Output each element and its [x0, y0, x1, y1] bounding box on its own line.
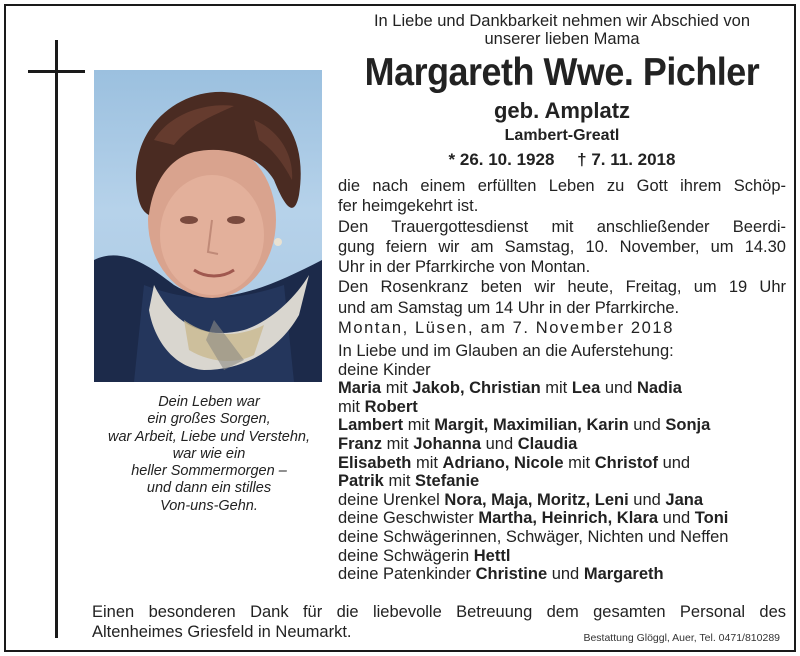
- intro-line: In Liebe und Dankbarkeit nehmen wir Abschied von: [373, 12, 751, 30]
- place-date-line: Montan, Lüsen, am 7. November 2018: [338, 319, 674, 338]
- family-list: [338, 342, 786, 584]
- family-line: [338, 565, 786, 584]
- birth-date: * 26. 10. 1928: [448, 150, 555, 169]
- family-line: [338, 472, 786, 491]
- family-name: Hettl: [473, 546, 511, 565]
- family-name: Toni: [694, 509, 729, 528]
- family-name: Johanna: [413, 434, 482, 453]
- family-conn: deine Urenkel: [338, 490, 445, 509]
- family-intro: In Liebe und im Glauben an die Auferstehung:: [338, 342, 674, 360]
- family-conn: und: [658, 509, 695, 528]
- family-line: [338, 416, 786, 435]
- poem-line: und dann ein stilles: [146, 480, 272, 497]
- family-name: Robert: [364, 397, 418, 416]
- obituary-notice: [4, 4, 796, 652]
- family-line: [338, 491, 786, 510]
- family-conn: mit: [411, 453, 443, 472]
- family-name: Franz: [338, 434, 383, 453]
- cross-icon: [55, 40, 58, 638]
- poem-line: war wie ein: [172, 445, 246, 462]
- family-name: Christine: [475, 565, 548, 584]
- family-name: Lea: [571, 379, 601, 398]
- family-name: Martha, Heinrich, Klara: [478, 509, 659, 528]
- family-name: Nora, Maja, Moritz, Leni: [444, 490, 629, 509]
- announcement-line: Den Rosenkranz beten wir heute, Freitag, um 19 Uhr: [338, 278, 786, 297]
- announcement-line: und am Samstag um 14 Uhr in der Pfarrkirche.: [338, 298, 680, 317]
- announcement: [338, 176, 786, 338]
- family-conn: mit: [540, 379, 572, 398]
- family-conn: und: [547, 565, 584, 584]
- announcement-line: gung feiern wir am Samstag, 10. November, um 14.30: [338, 237, 786, 256]
- announcement-line: Uhr in der Pfarrkirche von Montan.: [338, 258, 591, 277]
- announcement-line: fer heimgekehrt ist.: [338, 197, 479, 216]
- family-line: [338, 398, 786, 417]
- family-name: Margit, Maximilian, Karin: [434, 416, 629, 435]
- family-name: Maria: [338, 379, 382, 398]
- death-date: † 7. 11. 2018: [577, 150, 676, 169]
- portrait-photo: [94, 70, 322, 382]
- thanks-line: Altenheimes Griesfeld in Neumarkt.: [92, 622, 352, 641]
- family-conn: mit: [382, 434, 414, 453]
- poem-line: heller Sommermorgen –: [131, 463, 287, 480]
- family-conn: mit: [381, 379, 413, 398]
- poem-line: ein großes Sorgen,: [147, 411, 271, 428]
- family-conn: deine Schwägerin: [338, 546, 474, 565]
- family-conn: mit: [383, 472, 416, 491]
- house-name: Lambert-Greatl: [504, 127, 620, 144]
- family-conn: mit: [563, 453, 595, 472]
- poem-line: Dein Leben war: [158, 394, 260, 410]
- notice-text: [338, 12, 786, 584]
- family-name: Claudia: [517, 434, 578, 453]
- family-line: [338, 509, 786, 528]
- family-name: Adriano, Nicole: [442, 453, 564, 472]
- family-name: Jakob, Christian: [412, 379, 541, 398]
- family-conn: und: [657, 453, 691, 472]
- family-name: Lambert: [338, 416, 404, 435]
- life-dates: [338, 150, 786, 170]
- family-label: deine Kinder: [338, 360, 431, 379]
- thanks-line: Einen besonderen Dank für die liebevolle Betreuung dem gesamten Personal des: [92, 603, 786, 621]
- family-line: [338, 547, 786, 566]
- family-conn: und: [628, 416, 666, 435]
- family-name: Jana: [665, 490, 703, 509]
- family-conn: und: [600, 379, 637, 398]
- family-name: Sonja: [665, 416, 711, 435]
- family-line: [338, 454, 786, 473]
- family-name: Patrik: [338, 472, 384, 491]
- family-line: [338, 379, 786, 398]
- announcement-line: die nach einem erfüllten Leben zu Gott ihrem Schöp-: [338, 177, 786, 195]
- family-conn: und: [481, 434, 518, 453]
- poem-line: war Arbeit, Liebe und Verstehn,: [107, 428, 311, 445]
- family-name: Nadia: [636, 379, 682, 398]
- family-line: [338, 435, 786, 454]
- family-name: Elisabeth: [338, 453, 412, 472]
- family-conn: und: [628, 490, 666, 509]
- announcement-line: Den Trauergottesdienst mit anschließender Beerdi-: [338, 217, 786, 236]
- funeral-home-credit: Bestattung Glöggl, Auer, Tel. 0471/810289: [583, 632, 780, 644]
- family-conn: deine Geschwister: [338, 509, 479, 528]
- family-conn: deine Patenkinder: [338, 565, 476, 584]
- cross-icon-bar: [28, 70, 85, 73]
- family-name: Stefanie: [415, 472, 480, 491]
- family-conn: mit: [338, 397, 365, 416]
- family-line: deine Schwägerinnen, Schwäger, Nichten und Neffen: [338, 527, 729, 546]
- poem: [102, 394, 316, 515]
- family-name: Christof: [594, 453, 658, 472]
- poem-line: Von-uns-Gehn.: [160, 497, 258, 514]
- family-name: Margareth: [583, 565, 664, 584]
- intro-line: unserer lieben Mama: [484, 30, 640, 48]
- deceased-name: Margareth Wwe. Pichler: [364, 51, 760, 94]
- birth-name: geb. Amplatz: [493, 98, 631, 123]
- family-conn: mit: [403, 416, 435, 435]
